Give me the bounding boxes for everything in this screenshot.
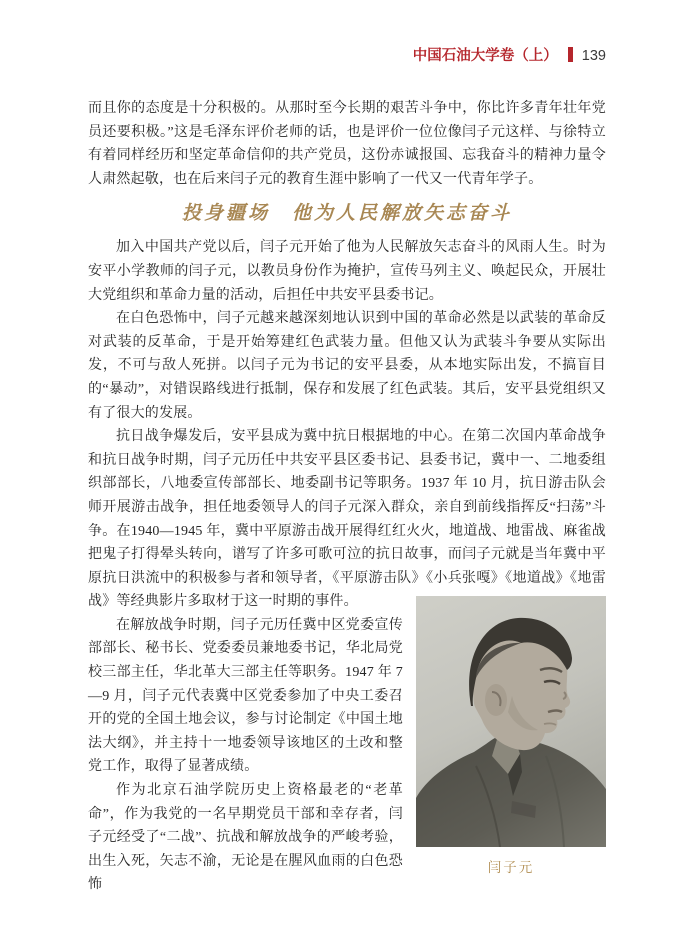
paragraph-2: 加入中国共产党以后，闫子元开始了他为人民解放矢志奋斗的风雨人生。时为安平小学教师的闫子元，以教员身份作为掩护，宣传马列主义、唤起民众，开展壮大党组织和革命力量的活动，后担任中共安平县委书记。 bbox=[88, 240, 606, 303]
paragraph-3: 在白色恐怖中，闫子元越来越深刻地认识到中国的革命必然是以武装的革命反对武装的反革命，于是开始筹建红色武装力量。但他又认为武装斗争要从实际出发，不可与敌人死拼。以闫子元为书记的安平县委，从本地实际出发，不搞盲目的“暴动”，对错误路线进行抵制，保存和发展了红色武装。其后，安平县党组织又有了很大的发展。 bbox=[88, 311, 606, 421]
portrait-figure bbox=[416, 596, 606, 880]
section-heading: 投身疆场 他为人民解放矢志奋斗 bbox=[181, 202, 512, 225]
header-divider-bar bbox=[568, 47, 573, 62]
portrait-photo bbox=[416, 596, 606, 847]
volume-title: 中国石油大学卷（上） bbox=[412, 48, 558, 64]
page-number: 139 bbox=[581, 48, 606, 64]
paragraph-4: 抗日战争爆发后，安平县成为冀中抗日根据地的中心。在第二次国内革命战争和抗日战争时期，闫子元历任中共安平县区委书记、县委书记，冀中一、二地委组织部部长，八地委宣传部部长、地委副书记等职务。1937 年 10 月，抗日游击队会师开展游击战争，担任地委领导人的闫子元深入群众，亲自到前线指挥反“扫荡”斗争。在1940—1945 年，冀中平原游击战开展得红红火火，地道战、地雷战、麻雀战把鬼子打得晕头转向，谱写了许多可歌可泣的抗日故事，而闫子元就是当年冀中平原抗日洪流中的积极参与者和领导者，《平原游击队》《小兵张嘎》《地道战》《地雷战》等经典影片多取材于这一时期的事件。 bbox=[88, 429, 606, 610]
paragraph-6: 作为北京石油学院历史上资格最老的“老革命”，作为我党的一名早期党员干部和幸存者，闫子元经受了“二战”、抗战和解放战争的严峻考验，出生入死，矢志不渝，无论是在腥风血雨的白色恐怖 bbox=[88, 783, 403, 893]
paragraph-1: 而且你的态度是十分积极的。从那时至今长期的艰苦斗争中，你比许多青年壮年党员还要积极。”这是毛泽东评价老师的话，也是评价一位位像闫子元这样、与徐特立有着同样经历和坚定革命信仰的共产党员，这份赤诚报国、忘我奋斗的精神力量令人肃然起敬，也在后来闫子元的教育生涯中影响了一代又一代青年学子。 bbox=[88, 101, 606, 187]
page-body bbox=[88, 97, 606, 897]
page-header bbox=[88, 46, 606, 66]
portrait-caption: 闫子元 bbox=[487, 859, 535, 875]
paragraph-5: 在解放战争时期，闫子元历任冀中区党委宣传部部长、秘书长、党委委员兼地委书记，华北局党校三部主任，华北革大三部主任等职务。1947 年 7—9 月，闫子元代表冀中区党委参加了中央工委召开的党的全国土地会议，参与讨论制定《中国土地法大纲》，并主持十一地委领导该地区的土改和整党工作，取得了显著成绩。 bbox=[88, 617, 403, 775]
